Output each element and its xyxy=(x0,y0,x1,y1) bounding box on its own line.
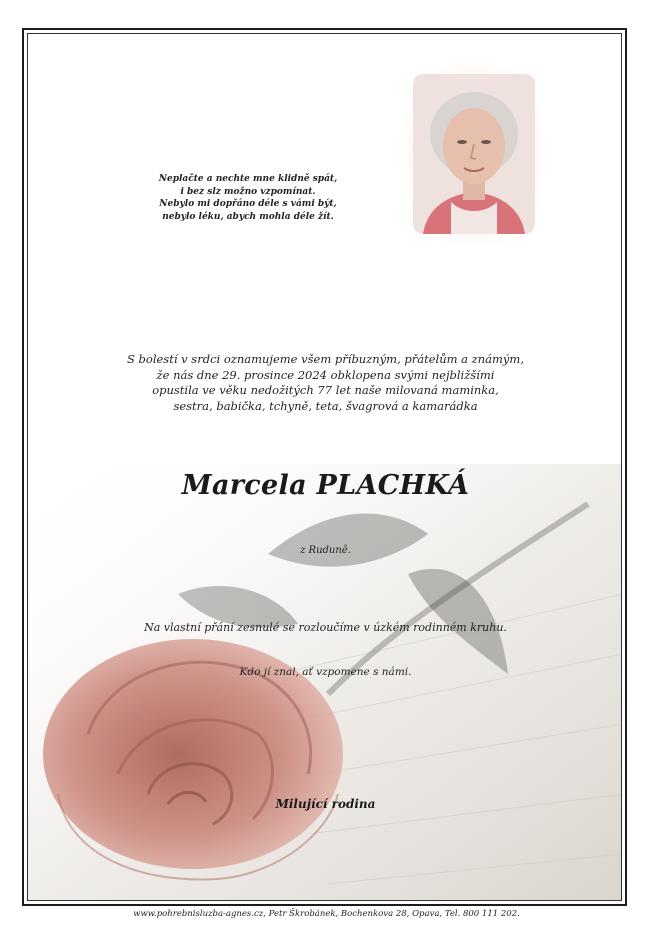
deceased-origin: z Ruduně. xyxy=(300,545,351,556)
funeral-service-footer: www.pohrebnisluzba-agnes.cz, Petr Škrobánek, Bochenkova 28, Opava, Tel. 800 111 202. xyxy=(133,909,520,919)
poem-line: nebylo léku, abych mohla déle žít. xyxy=(162,211,334,222)
announcement-line: opustila ve věku nedožitých 77 let naše milovaná maminka, xyxy=(152,383,499,397)
death-announcement xyxy=(68,352,583,414)
farewell-text: Na vlastní přání zesnulé se rozloučíme v úzkém rodinném kruhu. xyxy=(144,621,507,634)
poem-line: Nebylo mi dopřáno déle s vámi být, xyxy=(159,199,337,209)
remember-text: Kdo jí znal, ať vzpomene s námi. xyxy=(239,666,412,678)
family-signature: Milující rodina xyxy=(275,797,376,811)
announcement-line: že nás dne 29. prosince 2024 obklopena svými nejbližšími xyxy=(156,367,495,382)
poem-line: i bez slz možno vzpomínat. xyxy=(180,186,316,197)
announcement-line: S bolestí v srdci oznamujeme všem příbuzným, přátelům a známým, xyxy=(127,352,524,366)
notice-card xyxy=(27,33,622,901)
deceased-name: Marcela PLACHKÁ xyxy=(181,470,470,501)
announcement-line: sestra, babička, tchyně, teta, švagrová a kamarádka xyxy=(173,398,478,413)
memorial-poem xyxy=(153,173,343,223)
poem-line: Neplačte a nechte mne klidně spát, xyxy=(158,174,338,184)
deceased-photo xyxy=(413,74,535,234)
